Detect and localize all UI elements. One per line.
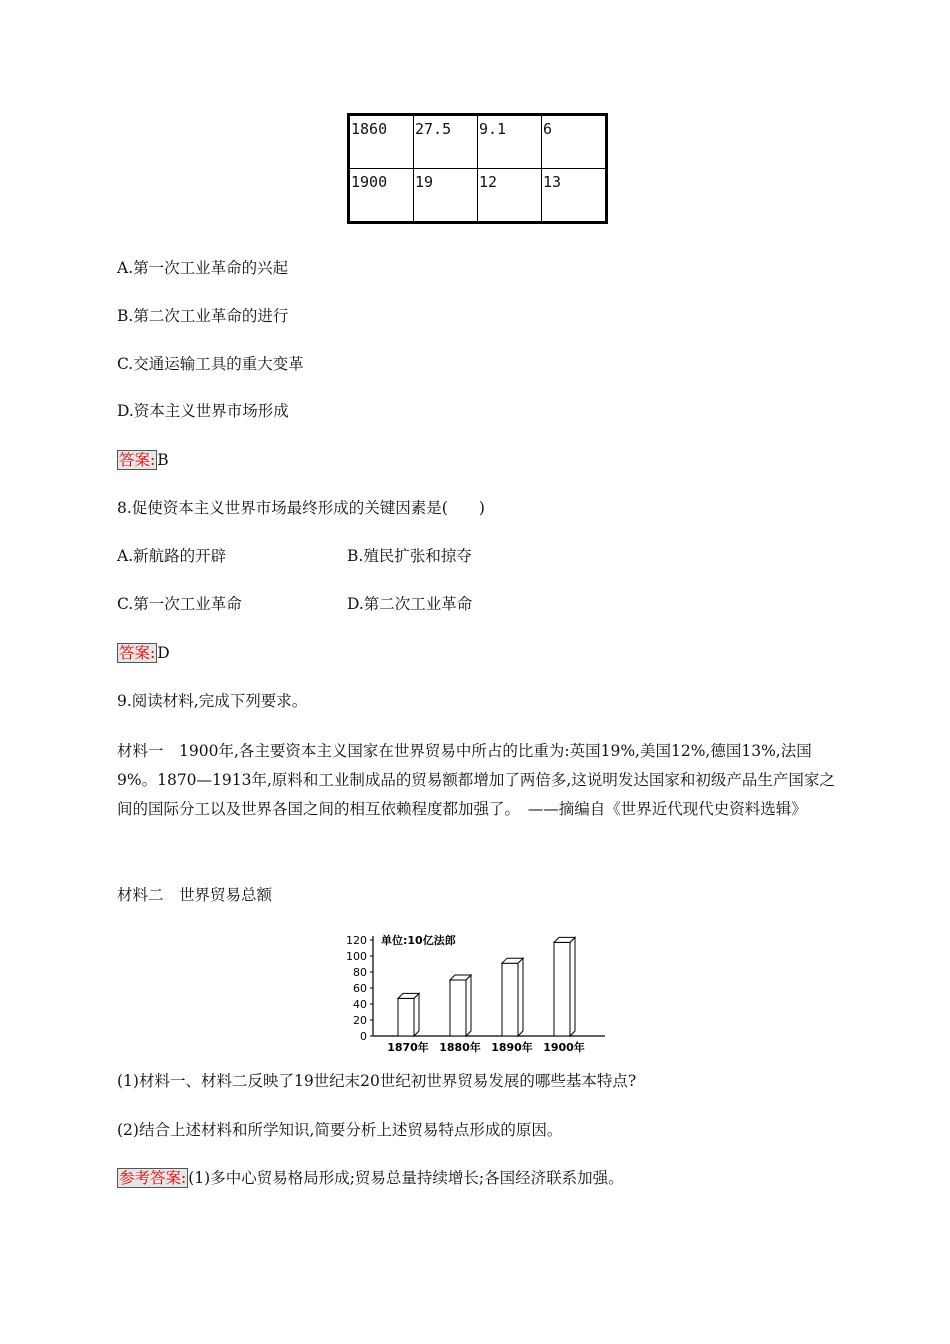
bar-side <box>518 958 523 1036</box>
trade-bar-chart <box>335 928 615 1056</box>
q7-option-c: C.交通运输工具的重大变革 <box>117 355 304 373</box>
q7-option-d: D.资本主义世界市场形成 <box>117 402 289 420</box>
q8-answer <box>117 643 170 663</box>
x-tick-label: 1900年 <box>543 1041 585 1054</box>
table-row <box>349 169 607 223</box>
y-tick-label: 80 <box>353 966 367 979</box>
q8-option-b: B.殖民扩张和掠夺 <box>347 547 472 565</box>
q8-option-c: C.第一次工业革命 <box>117 595 242 613</box>
y-tick-label: 60 <box>353 982 367 995</box>
q9-material-2: 材料二 世界贸易总额 <box>117 886 273 904</box>
table-cell: 1860 <box>349 115 414 169</box>
q7-option-b: B.第二次工业革命的进行 <box>117 307 289 325</box>
answer-label: 答案: <box>119 451 156 469</box>
q9-material-1: 材料一 1900年,各主要资本主义国家在世界贸易中所占的比重为:英国19%,美国12%,德国13%,法国9%。1870—1913年,原料和工业制成品的贸易额都增加了两倍多,这说明发达国家和初级产品生产国家之间的国际分工以及世界各国之间的相互依赖程度都加强了。 ——摘编自《世界近代现代史资料选辑》 <box>117 742 835 818</box>
q8-option-a: A.新航路的开辟 <box>117 547 227 565</box>
y-tick-label: 0 <box>360 1030 367 1043</box>
table-cell: 12 <box>478 169 542 223</box>
y-tick-label: 20 <box>353 1014 367 1027</box>
q7-answer <box>117 450 169 470</box>
y-tick-label: 100 <box>346 950 367 963</box>
q7-option-a: A.第一次工业革命的兴起 <box>117 259 289 277</box>
answer-value: D <box>157 644 170 662</box>
q9-sub-question-2: (2)结合上述材料和所学知识,简要分析上述贸易特点形成的原因。 <box>117 1121 563 1139</box>
bar-side <box>570 937 575 1036</box>
table-cell: 19 <box>414 169 478 223</box>
table-cell: 9.1 <box>478 115 542 169</box>
q9-question: 9.阅读材料,完成下列要求。 <box>117 692 308 710</box>
bar <box>554 942 570 1036</box>
answer-label: 答案: <box>119 644 156 662</box>
bar <box>398 998 414 1036</box>
q9-reference-answer <box>117 1168 624 1188</box>
y-tick-label: 40 <box>353 998 367 1011</box>
table-cell: 27.5 <box>414 115 478 169</box>
x-tick-label: 1890年 <box>491 1041 533 1054</box>
x-tick-label: 1880年 <box>439 1041 481 1054</box>
reference-answer-label: 参考答案: <box>119 1169 187 1187</box>
q9-sub-question-1: (1)材料一、材料二反映了19世纪末20世纪初世界贸易发展的哪些基本特点? <box>117 1072 637 1090</box>
data-table <box>347 113 608 224</box>
reference-answer-text: (1)多中心贸易格局形成;贸易总量持续增长;各国经济联系加强。 <box>188 1169 624 1187</box>
bar-side <box>466 975 471 1036</box>
bar-side <box>414 993 419 1036</box>
q8-option-d: D.第二次工业革命 <box>347 595 473 613</box>
bar <box>502 963 518 1036</box>
answer-value: B <box>157 451 169 469</box>
table-cell: 13 <box>542 169 607 223</box>
table-cell: 6 <box>542 115 607 169</box>
y-tick-label: 120 <box>346 934 367 947</box>
table-row <box>349 115 607 169</box>
q8-question: 8.促使资本主义世界市场最终形成的关键因素是( ) <box>117 499 485 517</box>
chart-title: 单位:10亿法郎 <box>381 934 456 947</box>
x-tick-label: 1870年 <box>387 1041 429 1054</box>
table-cell: 1900 <box>349 169 414 223</box>
bar <box>450 980 466 1036</box>
